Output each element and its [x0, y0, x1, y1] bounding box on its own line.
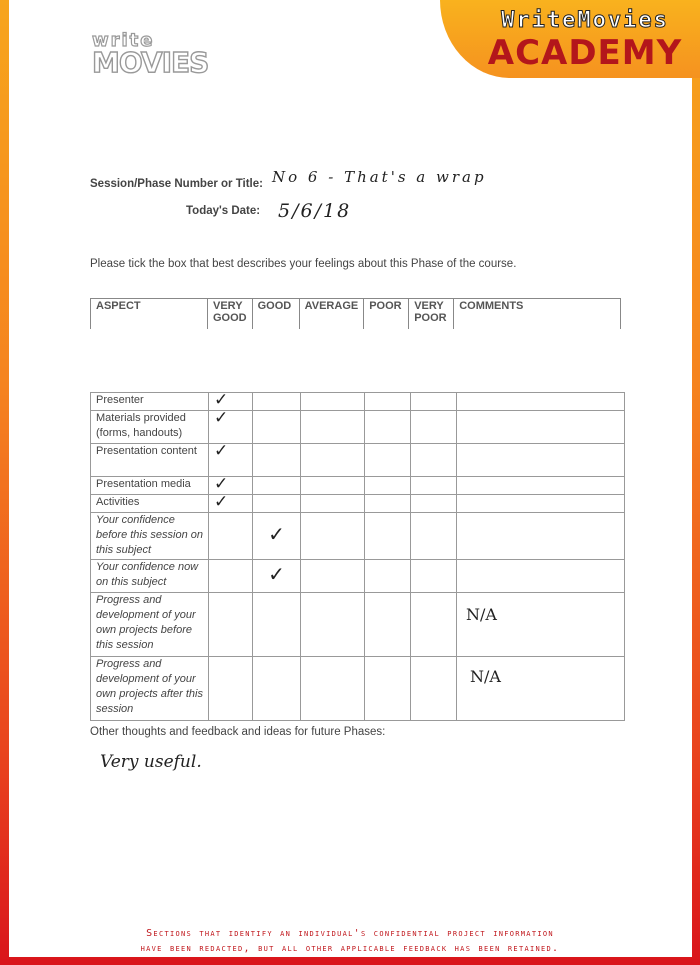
logo-bottom-word: MOVIES	[92, 46, 209, 79]
tick-mark: ✓	[214, 390, 229, 410]
table-row	[91, 593, 625, 657]
row-aspect: Progress and development of your own projects after this session	[91, 657, 209, 721]
rating-cell	[411, 593, 457, 657]
rating-cell	[209, 593, 253, 657]
rating-cell	[209, 441, 253, 477]
rating-cell	[301, 393, 365, 411]
row-comment	[457, 477, 625, 495]
row-comment	[457, 513, 625, 560]
table-row	[91, 411, 625, 444]
feedback-value: Very useful.	[100, 752, 202, 772]
rating-cell	[253, 393, 301, 411]
rating-cell	[411, 393, 457, 411]
redaction-notice-line1: Sections that identify an individual's confidential project information	[146, 928, 554, 939]
comment-text: N/A	[466, 605, 497, 624]
rating-cell	[209, 408, 253, 444]
rating-cell	[365, 495, 411, 513]
row-aspect: Activities	[91, 495, 209, 513]
table-row	[91, 444, 625, 477]
header-aspect: ASPECT	[91, 299, 208, 330]
tick-mark: ✓	[214, 408, 229, 428]
rating-cell	[253, 411, 301, 444]
rating-cell	[411, 444, 457, 477]
rating-cell	[253, 495, 301, 513]
table-row	[91, 513, 625, 560]
tick-mark: ✓	[268, 521, 285, 546]
tick-mark: ✓	[214, 492, 229, 512]
row-aspect: Presenter	[91, 393, 209, 411]
rating-cell	[301, 593, 365, 657]
rating-cell	[301, 495, 365, 513]
row-aspect: Presentation content	[91, 444, 209, 477]
table-row	[91, 393, 625, 411]
table-row	[91, 477, 625, 495]
rating-cell	[253, 657, 301, 721]
row-aspect: Your confidence before this session on this subject	[91, 513, 209, 560]
row-aspect: Materials provided (forms, handouts)	[91, 411, 209, 444]
brand-name: WriteMovies	[501, 8, 669, 33]
rating-cell	[253, 560, 301, 593]
rating-cell	[411, 560, 457, 593]
rating-cell	[411, 513, 457, 560]
table-row	[91, 560, 625, 593]
comment-text: N/A	[470, 667, 501, 686]
rating-cell	[365, 444, 411, 477]
row-comment	[457, 657, 625, 721]
tick-mark: ✓	[268, 561, 285, 586]
rating-cell	[365, 657, 411, 721]
rating-cell	[301, 444, 365, 477]
rating-cell	[209, 657, 253, 721]
rating-cell	[365, 513, 411, 560]
rating-cell	[253, 477, 301, 495]
rating-cell	[301, 411, 365, 444]
brand-academy: ACADEMY	[487, 33, 683, 73]
feedback-label: Other thoughts and feedback and ideas for future Phases:	[90, 726, 386, 738]
rating-table	[90, 392, 625, 721]
rating-cell	[209, 560, 253, 593]
rating-cell	[301, 657, 365, 721]
row-aspect: Presentation media	[91, 477, 209, 495]
redaction-notice	[20, 926, 680, 956]
rating-cell	[411, 657, 457, 721]
row-aspect: Your confidence now on this subject	[91, 560, 209, 593]
tick-mark: ✓	[214, 474, 229, 494]
date-label: Today's Date:	[186, 205, 261, 217]
tick-mark: ✓	[214, 441, 229, 461]
rating-cell	[253, 444, 301, 477]
header-very-poor: VERY POOR	[409, 299, 454, 330]
session-label: Session/Phase Number or Title:	[90, 178, 263, 190]
header-poor: POOR	[364, 299, 409, 330]
rating-cell	[411, 495, 457, 513]
header-average: AVERAGE	[299, 299, 364, 330]
rating-cell	[301, 560, 365, 593]
rating-cell	[209, 492, 253, 513]
rating-cell	[365, 411, 411, 444]
rating-cell	[365, 393, 411, 411]
header-very-good: VERY GOOD	[208, 299, 253, 330]
writemovies-logo	[92, 30, 209, 82]
rating-cell	[365, 477, 411, 495]
table-row	[91, 657, 625, 721]
rating-cell	[209, 513, 253, 560]
row-comment	[457, 393, 625, 411]
rating-cell	[365, 560, 411, 593]
instruction-text: Please tick the box that best describes your feelings about this Phase of the course.	[90, 258, 517, 270]
header-good: GOOD	[252, 299, 299, 330]
row-comment	[457, 444, 625, 477]
rating-cell	[365, 593, 411, 657]
row-comment	[457, 593, 625, 657]
row-comment	[457, 560, 625, 593]
rating-table-header	[90, 298, 621, 329]
logo-top-word: write	[92, 30, 155, 51]
redaction-notice-line2: have been redacted, but all other applicable feedback has been retained.	[140, 943, 560, 954]
row-comment	[457, 495, 625, 513]
rating-cell	[253, 593, 301, 657]
session-value: No 6 - That's a wrap	[272, 168, 487, 186]
rating-cell	[253, 513, 301, 560]
row-comment	[457, 411, 625, 444]
rating-cell	[411, 411, 457, 444]
rating-cell	[301, 477, 365, 495]
date-value: 5/6/18	[278, 200, 352, 222]
rating-cell	[301, 513, 365, 560]
row-aspect: Progress and development of your own projects before this session	[91, 593, 209, 657]
table-row	[91, 495, 625, 513]
rating-cell	[411, 477, 457, 495]
header-comments: COMMENTS	[454, 299, 621, 330]
